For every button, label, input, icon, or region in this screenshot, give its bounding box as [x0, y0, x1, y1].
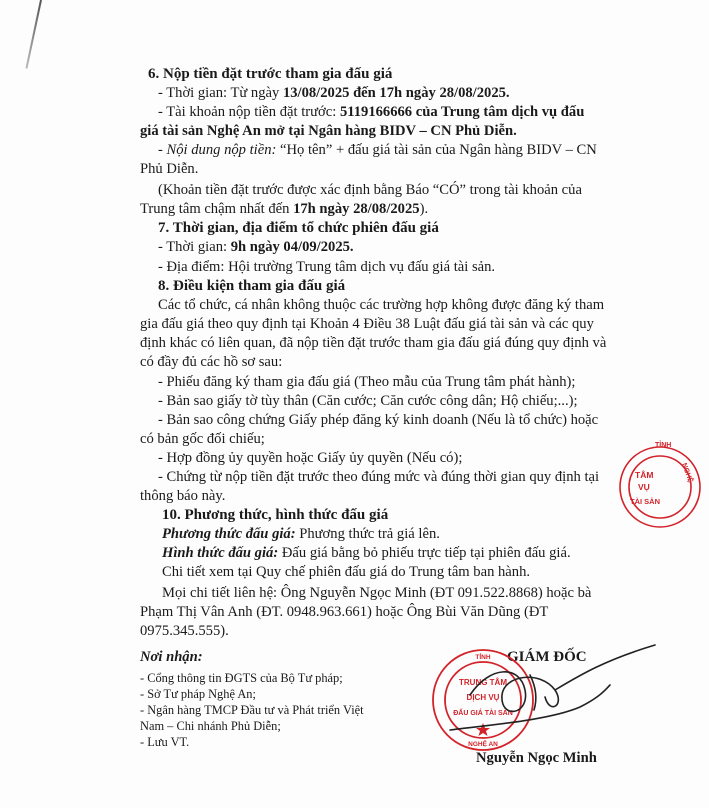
stamp-text: NGHỆ AN: [468, 741, 498, 748]
section-8-item-cont: thông báo này.: [140, 488, 226, 504]
section-8-item: - Bản sao giấy tờ tùy thân (Căn cước; Căn cước công dân; Hộ chiếu;...);: [158, 393, 578, 409]
signer-name: Nguyễn Ngọc Minh: [476, 750, 597, 766]
section-10-contact: Mọi chi tiết liên hệ: Ông Nguyễn Ngọc Minh (ĐT 091.522.8868) hoặc bà: [162, 585, 592, 601]
recipient-item: - Cổng thông tin ĐGTS của Bộ Tư pháp;: [140, 671, 343, 685]
paper-fold-mark: [25, 0, 42, 69]
section-6-time: - Thời gian: Từ ngày 13/08/2025 đến 17h ngày 28/08/2025.: [158, 85, 510, 101]
recipients-title: Nơi nhận:: [140, 649, 203, 665]
section-8-para: gia đấu giá theo quy định tại Khoản 4 Điều 38 Luật đấu giá tài sản và các quy: [140, 316, 594, 332]
side-stamp-text: TÀI SẢN: [630, 497, 660, 506]
section-6-heading: 6. Nộp tiền đặt trước tham gia đấu giá: [148, 66, 393, 82]
section-6-account: - Tài khoản nộp tiền đặt trước: 5119166666 của Trung tâm dịch vụ đấu: [158, 104, 585, 120]
section-6-content-cont: Phủ Diễn.: [140, 161, 199, 177]
section-6-account-bank: giá tài sản Nghệ An mở tại Ngân hàng BIDV – CN Phủ Diễn.: [140, 123, 517, 139]
section-8-item: - Hợp đồng ủy quyền hoặc Giấy ủy quyền (Nếu có);: [158, 450, 463, 466]
section-6-content: - Nội dung nộp tiền: “Họ tên” + đấu giá tài sản của Ngân hàng BIDV – CN: [158, 142, 597, 158]
side-stamp-text: NGHỆ: [680, 462, 694, 484]
section-10-form: Hình thức đấu giá: Đấu giá bằng bỏ phiếu trực tiếp tại phiên đấu giá.: [162, 545, 571, 561]
signature-title: GIÁM ĐỐC: [507, 649, 587, 665]
section-7-time: - Thời gian: 9h ngày 04/09/2025.: [158, 239, 354, 255]
section-8-item: - Bản sao công chứng Giấy phép đăng ký kinh doanh (Nếu là tổ chức) hoặc: [158, 412, 599, 428]
recipient-item: - Sở Tư pháp Nghệ An;: [140, 687, 256, 701]
recipient-item: - Lưu VT.: [140, 735, 190, 749]
section-7-place: - Địa điểm: Hội trường Trung tâm dịch vụ đấu giá tài sản.: [158, 259, 496, 275]
section-6-note: (Khoản tiền đặt trước được xác định bằng Báo “CÓ” trong tài khoản của: [158, 182, 582, 198]
section-10-heading: 10. Phương thức, hình thức đấu giá: [162, 507, 389, 523]
section-7-heading: 7. Thời gian, địa điểm tổ chức phiên đấu giá: [158, 220, 439, 236]
section-8-item: - Chứng từ nộp tiền đặt trước theo đúng mức và đúng thời gian quy định tại: [158, 469, 600, 485]
section-10-method: Phương thức đấu giá: Phương thức trả giá lên.: [162, 526, 440, 542]
section-8-heading: 8. Điều kiện tham gia đấu giá: [158, 278, 346, 294]
section-10-detail: Chi tiết xem tại Quy chế phiên đấu giá do Trung tâm ban hành.: [162, 564, 531, 580]
stamp-text: TRUNG TÂM: [459, 678, 507, 687]
section-8-para: có đầy đủ các hồ sơ sau:: [140, 354, 283, 370]
handwritten-signature: [430, 635, 670, 745]
stamp-text: ĐẤU GIÁ TÀI SẢN: [453, 710, 513, 717]
section-10-contact: Phạm Thị Vân Anh (ĐT. 0948.963.661) hoặc Ông Bùi Văn Dũng (ĐT: [140, 604, 549, 620]
side-stamp-text: TỈNH: [655, 442, 672, 449]
side-stamp: [630, 432, 709, 532]
stamp-text: TỈNH: [475, 654, 491, 661]
section-8-para: Các tổ chức, cá nhân không thuộc các trường hợp không được đăng ký tham: [158, 297, 605, 313]
side-stamp-text: TÂM: [635, 470, 654, 480]
section-8-item-cont: có bản gốc đối chiếu;: [140, 431, 265, 447]
section-10-contact: 0975.345.555).: [140, 623, 229, 639]
recipient-item: Nam – Chi nhánh Phủ Diễn;: [140, 719, 281, 733]
section-8-para: định khác có liên quan, đã nộp tiền đặt trước tham gia đấu giá đúng quy định và: [140, 335, 607, 351]
section-6-note-cont: Trung tâm chậm nhất đến 17h ngày 28/08/2025).: [140, 201, 429, 217]
stamp-text: DỊCH VỤ: [466, 693, 500, 702]
recipient-item: - Ngân hàng TMCP Đầu tư và Phát triển Việt: [140, 703, 364, 717]
side-stamp-text: VỤ: [638, 482, 650, 492]
section-8-item: - Phiếu đăng ký tham gia đấu giá (Theo mẫu của Trung tâm phát hành);: [158, 374, 576, 390]
